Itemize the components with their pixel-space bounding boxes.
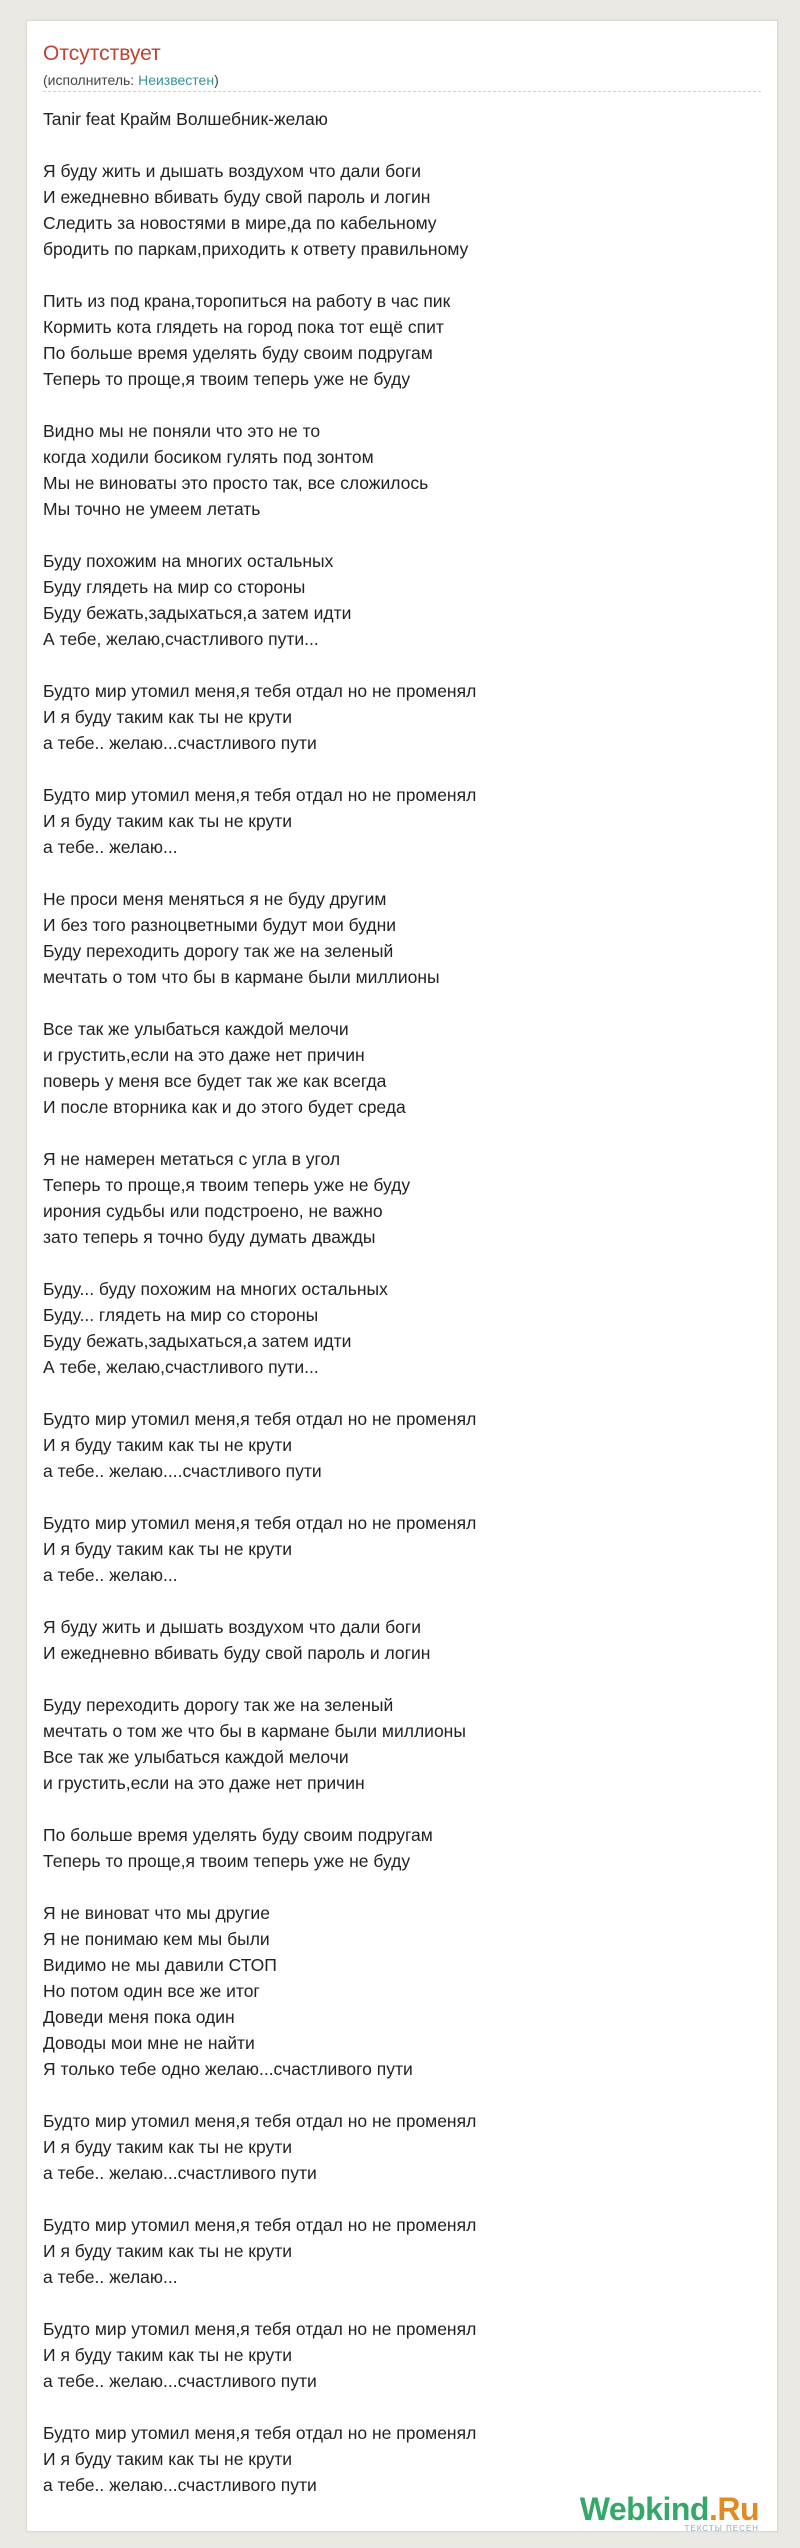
lyric-line: Буду бежать,задыхаться,а затем идти: [43, 603, 352, 623]
lyric-line: Я не виноват что мы другие: [43, 1903, 270, 1923]
lyric-line: Кормить кота глядеть на город пока тот ещё спит: [43, 317, 444, 337]
lyric-line: Буду... глядеть на мир со стороны: [43, 1305, 319, 1325]
lyric-line: Будто мир утомил меня,я тебя отдал но не променял: [43, 2423, 477, 2443]
lyrics-card: [26, 20, 778, 2532]
stanza-gap: [43, 2186, 761, 2212]
lyric-line: И ежедневно вбивать буду свой пароль и логин: [43, 187, 431, 207]
lyric-line: И я буду таким как ты не крути: [43, 811, 293, 831]
lyric-line: когда ходили босиком гулять под зонтом: [43, 447, 374, 467]
lyric-line: Я не понимаю кем мы были: [43, 1929, 270, 1949]
lyric-line: и грустить,если на это даже нет причин: [43, 1773, 365, 1793]
lyric-line: ирония судьбы или подстроено, не важно: [43, 1201, 383, 1221]
stanza-gap: [43, 2290, 761, 2316]
lyric-line: И я буду таким как ты не крути: [43, 1539, 293, 1559]
stanza-gap: [43, 1666, 761, 1692]
logo-tld: .Ru: [708, 2491, 759, 2527]
site-logo[interactable]: [580, 2491, 759, 2533]
byline-suffix: ): [214, 72, 219, 88]
lyric-line: Теперь то проще,я твоим теперь уже не буду: [43, 369, 411, 389]
lyric-line: И без того разноцветными будут мои будни: [43, 915, 397, 935]
lyric-line: Все так же улыбаться каждой мелочи: [43, 1747, 349, 1767]
lyric-line: Я буду жить и дышать воздухом что дали боги: [43, 1617, 422, 1637]
stanza-gap: [43, 652, 761, 678]
lyric-line: а тебе.. желаю...: [43, 1565, 178, 1585]
lyric-line: Я не намерен метаться с угла в угол: [43, 1149, 341, 1169]
lyric-line: И я буду таким как ты не крути: [43, 1435, 293, 1455]
stanza-gap: [43, 262, 761, 288]
stanza-gap: [43, 1874, 761, 1900]
stanza-gap: [43, 1120, 761, 1146]
lyric-line: И я буду таким как ты не крути: [43, 2345, 293, 2365]
lyric-line: Не проси меня меняться я не буду другим: [43, 889, 387, 909]
lyric-line: Я только тебе одно желаю...счастливого пути: [43, 2059, 413, 2079]
logo-tagline: ТЕКСТЫ ПЕСЕН: [684, 2524, 759, 2533]
byline-prefix: (исполнитель:: [43, 72, 139, 88]
artist-link[interactable]: Неизвестен: [138, 72, 215, 88]
lyric-line: Буду... буду похожим на многих остальных: [43, 1279, 388, 1299]
lyric-line: поверь у меня все будет так же как всегда: [43, 1071, 387, 1091]
lyric-line: Будто мир утомил меня,я тебя отдал но не променял: [43, 1409, 477, 1429]
lyric-line: Буду бежать,задыхаться,а затем идти: [43, 1331, 352, 1351]
lyric-line: Теперь то проще,я твоим теперь уже не буду: [43, 1175, 411, 1195]
stanza-gap: [43, 1380, 761, 1406]
lyric-line: а тебе.. желаю...: [43, 837, 178, 857]
lyric-line: Буду похожим на многих остальных: [43, 551, 334, 571]
lyric-line: По больше время уделять буду своим подругам: [43, 343, 433, 363]
lyric-line: Будто мир утомил меня,я тебя отдал но не променял: [43, 681, 477, 701]
lyric-line: Буду глядеть на мир со стороны: [43, 577, 306, 597]
lyric-line: Но потом один все же итог: [43, 1981, 260, 2001]
stanza-gap: [43, 2082, 761, 2108]
lyric-line: а тебе.. желаю...счастливого пути: [43, 733, 317, 753]
lyric-line: Видно мы не поняли что это не то: [43, 421, 321, 441]
lyric-line: Будто мир утомил меня,я тебя отдал но не променял: [43, 2319, 477, 2339]
lyric-line: а тебе.. желаю....счастливого пути: [43, 1461, 322, 1481]
lyric-line: И я буду таким как ты не крути: [43, 2137, 293, 2157]
lyric-line: Будто мир утомил меня,я тебя отдал но не променял: [43, 785, 477, 805]
lyric-line: По больше время уделять буду своим подругам: [43, 1825, 433, 1845]
stanza-gap: [43, 1484, 761, 1510]
stanza-gap: [43, 522, 761, 548]
stanza-gap: [43, 1796, 761, 1822]
lyric-line: И я буду таким как ты не крути: [43, 707, 293, 727]
lyric-line: Tanir feat Крайм Волшебник-желаю: [43, 109, 328, 129]
stanza-gap: [43, 1250, 761, 1276]
logo-text: [580, 2491, 759, 2528]
lyric-line: а тебе.. желаю...счастливого пути: [43, 2163, 317, 2183]
stanza-gap: [43, 392, 761, 418]
lyric-line: Доводы мои мне не найти: [43, 2033, 255, 2053]
lyric-line: бродить по паркам,приходить к ответу правильному: [43, 239, 469, 259]
lyric-line: Видимо не мы давили СТОП: [43, 1955, 277, 1975]
lyric-line: Доведи меня пока один: [43, 2007, 235, 2027]
lyric-line: И я буду таким как ты не крути: [43, 2449, 293, 2469]
divider: [43, 91, 761, 92]
logo-brand: Webkind: [579, 2491, 709, 2527]
lyric-line: Теперь то проще,я твоим теперь уже не буду: [43, 1851, 411, 1871]
lyric-line: мечтать о том что бы в кармане были миллионы: [43, 967, 440, 987]
stanza-gap: [43, 2394, 761, 2420]
lyric-line: И я буду таким как ты не крути: [43, 2241, 293, 2261]
lyric-line: И ежедневно вбивать буду свой пароль и логин: [43, 1643, 431, 1663]
lyric-line: Следить за новостями в мире,да по кабельному: [43, 213, 437, 233]
stanza-gap: [43, 132, 761, 158]
lyric-line: Будто мир утомил меня,я тебя отдал но не променял: [43, 1513, 477, 1533]
lyrics-body: [43, 106, 761, 2498]
stanza-gap: [43, 990, 761, 1016]
byline: [43, 72, 219, 88]
lyric-line: а тебе.. желаю...счастливого пути: [43, 2371, 317, 2391]
stanza-gap: [43, 756, 761, 782]
lyric-line: и грустить,если на это даже нет причин: [43, 1045, 365, 1065]
lyric-line: Будто мир утомил меня,я тебя отдал но не променял: [43, 2111, 477, 2131]
stanza-gap: [43, 1588, 761, 1614]
lyric-line: Все так же улыбаться каждой мелочи: [43, 1019, 349, 1039]
lyric-line: И после вторника как и до этого будет среда: [43, 1097, 406, 1117]
lyric-line: мечтать о том же что бы в кармане были миллионы: [43, 1721, 466, 1741]
stanza-gap: [43, 860, 761, 886]
lyric-line: Я буду жить и дышать воздухом что дали боги: [43, 161, 422, 181]
lyric-line: а тебе.. желаю...: [43, 2267, 178, 2287]
lyric-line: зато теперь я точно буду думать дважды: [43, 1227, 376, 1247]
lyric-line: а тебе.. желаю...счастливого пути: [43, 2475, 317, 2495]
page-title: Отсутствует: [43, 42, 161, 65]
lyric-line: А тебе, желаю,счастливого пути...: [43, 1357, 319, 1377]
lyric-line: Пить из под крана,торопиться на работу в час пик: [43, 291, 451, 311]
lyric-line: Будто мир утомил меня,я тебя отдал но не променял: [43, 2215, 477, 2235]
lyric-line: Мы точно не умеем летать: [43, 499, 261, 519]
lyric-line: Буду переходить дорогу так же на зеленый: [43, 941, 394, 961]
lyric-line: Мы не виноваты это просто так, все сложилось: [43, 473, 429, 493]
lyric-line: А тебе, желаю,счастливого пути...: [43, 629, 319, 649]
lyric-line: Буду переходить дорогу так же на зеленый: [43, 1695, 394, 1715]
